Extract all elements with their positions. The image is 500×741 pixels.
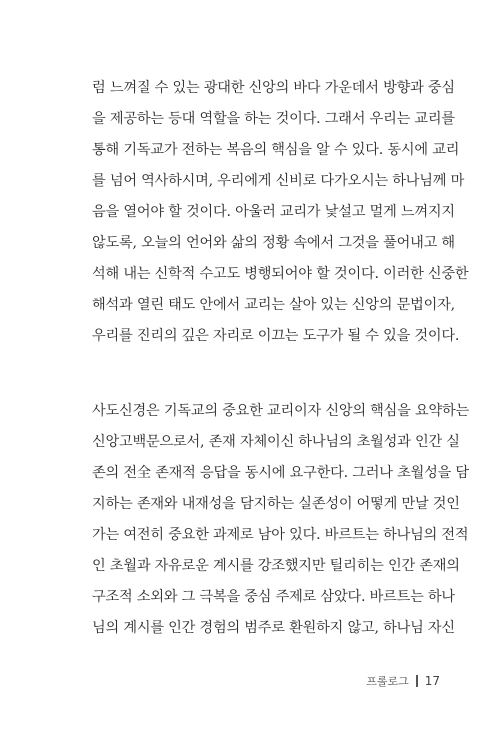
text-line: 우리를 진리의 깊은 자리로 이끄는 도구가 될 수 있을 것이다.	[92, 328, 460, 344]
text-line: 사도신경은 기독교의 중요한 교리이자 신앙의 핵심을 요약하는	[92, 403, 469, 419]
text-line: 인 초월과 자유로운 계시를 강조했지만 틸리히는 인간 존재의	[92, 558, 460, 574]
paragraph-1	[92, 73, 469, 352]
text-line: 님의 계시를 인간 경험의 범주로 환원하지 않고, 하나님 자신	[92, 620, 455, 636]
text-line: 통해 기독교가 전하는 복음의 핵심을 알 수 있다. 동시에 교리	[92, 142, 460, 158]
text-line: 음을 열어야 할 것이다. 아울러 교리가 낯설고 멀게 느껴지지	[92, 204, 455, 220]
text-line: 해석과 열린 태도 안에서 교리는 살아 있는 신앙의 문법이자,	[92, 297, 455, 313]
text-line: 존의 전全 존재적 응답을 동시에 요구한다. 그러나 초월성을 담	[92, 465, 469, 481]
text-line: 를 넘어 역사하시며, 우리에게 신비로 다가오시는 하나님께 마	[92, 173, 465, 189]
text-line: 을 제공하는 등대 역할을 하는 것이다. 그래서 우리는 교리를	[92, 111, 455, 127]
section-title: 프롤로그	[366, 675, 409, 688]
page-footer	[340, 673, 440, 689]
text-line: 지하는 존재와 내재성을 담지하는 실존성이 어떻게 만날 것인	[92, 496, 460, 512]
page-number: 17	[424, 674, 440, 688]
text-line: 않도록, 오늘의 언어와 삶의 정황 속에서 그것을 풀어내고 해	[92, 235, 455, 251]
text-line: 구조적 소외와 그 극복을 중심 주제로 삼았다. 바르트는 하나	[92, 589, 455, 605]
text-line: 가는 여전히 중요한 과제로 남아 있다. 바르트는 하나님의 전적	[92, 527, 469, 543]
text-line: 럼 느껴질 수 있는 광대한 신앙의 바다 가운데서 방향과 중심	[92, 80, 455, 96]
text-line: 신앙고백문으로서, 존재 자체이신 하나님의 초월성과 인간 실	[92, 434, 460, 450]
paragraph-2	[92, 396, 469, 644]
footer-divider	[416, 675, 418, 687]
text-line: 석해 내는 신학적 수고도 병행되어야 할 것이다. 이러한 신중한	[92, 266, 469, 282]
